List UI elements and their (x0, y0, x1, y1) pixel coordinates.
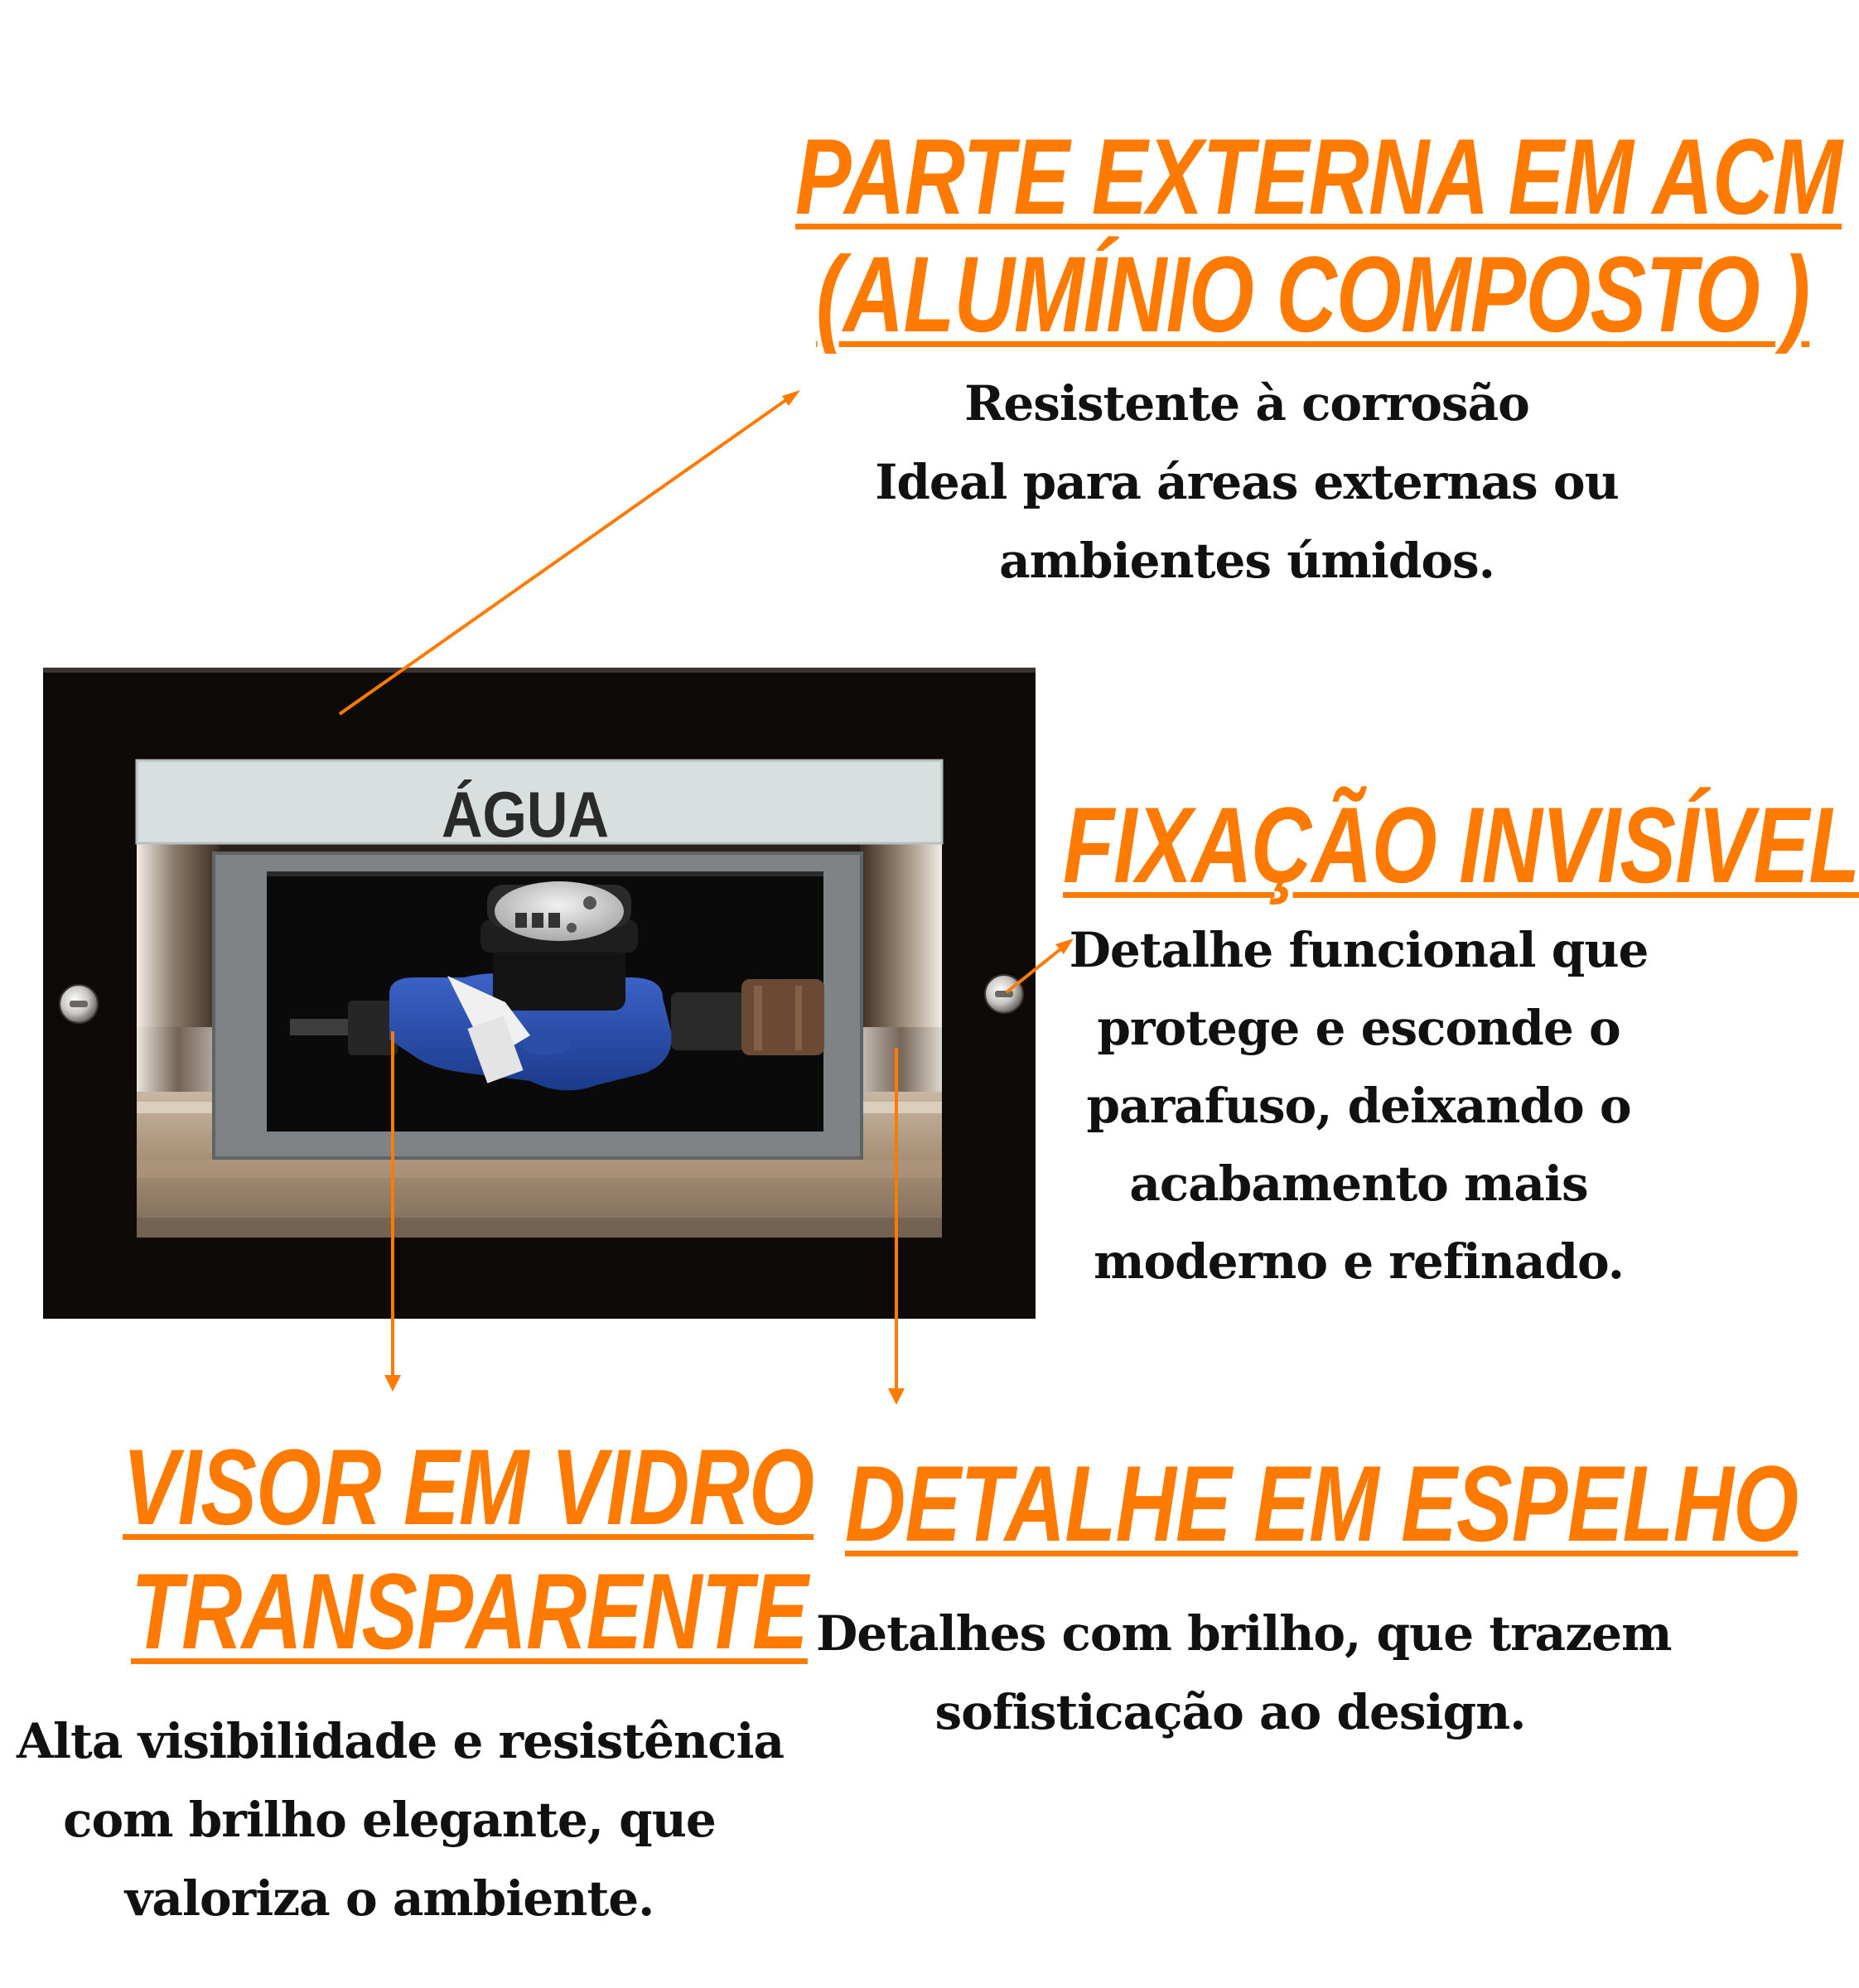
acm-title-line-1: PARTE EXTERNA EM ACM (795, 116, 1842, 237)
fixacao-title: FIXAÇÃO INVISÍVEL (1063, 784, 1859, 905)
visor-description (17, 1702, 785, 1938)
espelho-description (816, 1595, 1672, 1752)
fixacao-description-line: moderno e refinado. (1094, 1233, 1624, 1290)
fixacao-description (1060, 911, 1657, 1300)
espelho-description-line: sofisticação ao design. (934, 1684, 1526, 1740)
visor-description-line: com brilho elegante, que (63, 1792, 716, 1848)
acm-description-line: ambientes úmidos. (999, 533, 1494, 589)
fixacao-description-line: protege e esconde o (1097, 1000, 1620, 1056)
visor-title-line-2: TRANSPARENTE (131, 1551, 808, 1672)
acm-description-line: Resistente à corrosão (964, 375, 1529, 432)
acm-description-line: Ideal para áreas externas ou (875, 454, 1619, 510)
plate-label: ÁGUA (441, 778, 610, 851)
acm-arrow (340, 393, 795, 714)
fixacao-description-line: acabamento mais (1129, 1156, 1588, 1212)
acm-title-line-2: (ALUMÍNIO COMPOSTO ) (816, 234, 1810, 355)
meter-dial (495, 881, 624, 941)
acm-description (853, 364, 1640, 601)
visor-title-line-1: VISOR EM VIDRO (123, 1426, 814, 1547)
espelho-description-line: Detalhes com brilho, que trazem (816, 1605, 1672, 1662)
fixacao-description-line: Detalhe funcional que (1069, 922, 1649, 978)
visor-description-line: valoriza o ambiente. (124, 1870, 654, 1927)
fixacao-description-line: parafuso, deixando o (1086, 1078, 1631, 1134)
espelho-title: DETALHE EM ESPELHO (845, 1443, 1799, 1564)
visor-description-line: Alta visibilidade e resistência (17, 1713, 785, 1769)
